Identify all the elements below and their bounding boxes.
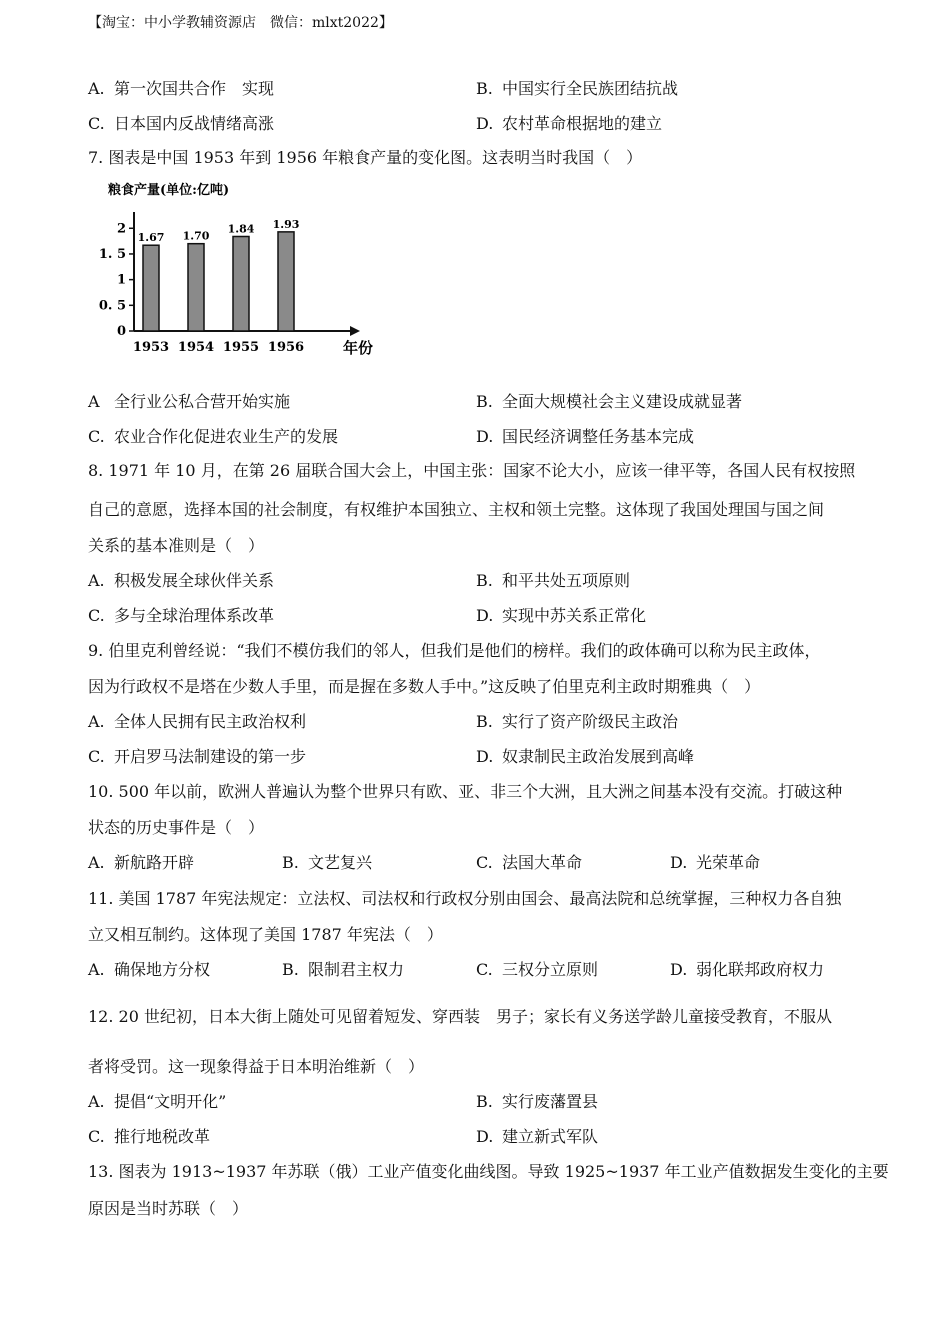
q8-stem-line-3: 关系的基本准则是（ ） <box>88 536 265 555</box>
q10-option-c[interactable]: C. 法国大革命 <box>476 853 583 872</box>
q6-option-a[interactable]: A. 第一次国共合作 实现 <box>88 79 275 98</box>
q11-stem-line-1: 11. 美国 1787 年宪法规定：立法权、司法权和行政权分别由国会、最高法院和总统掌握，三种权力各自独 <box>88 889 842 908</box>
x-tick-label: 1954 <box>177 340 215 355</box>
q11-stem-line-2: 立又相互制约。这体现了美国 1787 年宪法（ ） <box>88 925 443 944</box>
q7-option-a[interactable]: A 全行业公私合营开始实施 <box>88 392 291 411</box>
q8-option-a[interactable]: A. 积极发展全球伙伴关系 <box>88 571 275 590</box>
chart-title: 粮食产量(单位:亿吨) <box>108 183 230 198</box>
bar-value-label: 1.93 <box>272 217 300 231</box>
x-axis-arrow <box>350 326 360 336</box>
q8-option-c[interactable]: C. 多与全球治理体系改革 <box>88 606 275 625</box>
bar-value-label: 1.70 <box>182 229 210 243</box>
x-tick-label: 1955 <box>222 340 260 355</box>
q12-stem-line-1: 12. 20 世纪初，日本大街上随处可见留着短发、穿西装 男子；家长有义务送学龄儿童接受教育，不服从 <box>88 1007 832 1026</box>
q10-option-b[interactable]: B. 文艺复兴 <box>282 853 373 872</box>
q11-option-b[interactable]: B. 限制君主权力 <box>282 960 405 979</box>
q11-option-a[interactable]: A. 确保地方分权 <box>88 960 211 979</box>
q7-option-d[interactable]: D. 国民经济调整任务基本完成 <box>476 427 695 446</box>
bar <box>233 236 249 331</box>
grain-output-bar-chart <box>98 178 374 363</box>
q10-option-a[interactable]: A. 新航路开辟 <box>88 853 195 872</box>
q13-stem-line-2: 原因是当时苏联（ ） <box>88 1199 249 1218</box>
y-tick-label: 0 <box>116 324 126 339</box>
q7-option-c[interactable]: C. 农业合作化促进农业生产的发展 <box>88 427 339 446</box>
x-tick-label: 1953 <box>132 340 170 355</box>
q8-option-d[interactable]: D. 实现中苏关系正常化 <box>476 606 647 625</box>
bar <box>143 245 159 331</box>
q8-option-b[interactable]: B. 和平共处五项原则 <box>476 571 631 590</box>
q11-option-d[interactable]: D. 弱化联邦政府权力 <box>670 960 825 979</box>
bar-value-label: 1.84 <box>227 222 255 236</box>
q10-option-d[interactable]: D. 光荣革命 <box>670 853 761 872</box>
q6-option-b[interactable]: B. 中国实行全民族团结抗战 <box>476 79 679 98</box>
q7-stem: 7. 图表是中国 1953 年到 1956 年粮食产量的变化图。这表明当时我国（ ） <box>88 148 643 167</box>
y-tick-label: 0. 5 <box>98 298 126 314</box>
bar-value-label: 1.67 <box>137 231 165 245</box>
q9-option-c[interactable]: C. 开启罗马法制建设的第一步 <box>88 747 307 766</box>
page-header: 【淘宝：中小学教辅资源店 微信：mlxt2022】 <box>88 15 393 31</box>
bar <box>188 244 204 331</box>
q10-stem-line-1: 10. 500 年以前，欧洲人普遍认为整个世界只有欧、亚、非三个大洲，且大洲之间基本没有交流。打破这种 <box>88 782 843 801</box>
q6-option-d[interactable]: D. 农村革命根据地的建立 <box>476 114 663 133</box>
y-tick-label: 2 <box>116 221 126 237</box>
q12-option-a[interactable]: A. 提倡“文明开化” <box>88 1092 227 1111</box>
q12-stem-line-2: 者将受罚。这一现象得益于日本明治维新（ ） <box>88 1057 425 1076</box>
y-tick-label: 1 <box>116 272 126 288</box>
q13-stem-line-1: 13. 图表为 1913~1937 年苏联（俄）工业产值变化曲线图。导致 1925~1937 年工业产值数据发生变化的主要 <box>88 1162 889 1181</box>
q9-option-b[interactable]: B. 实行了资产阶级民主政治 <box>476 712 679 731</box>
q8-stem-line-1: 8. 1971 年 10 月，在第 26 届联合国大会上，中国主张：国家不论大小，应该一律平等，各国人民有权按照 <box>88 461 856 480</box>
q9-stem-line-2: 因为行政权不是塔在少数人手里，而是握在多数人手中。”这反映了伯里克利主政时期雅典（ ） <box>88 677 761 696</box>
q9-option-a[interactable]: A. 全体人民拥有民主政治权利 <box>88 712 307 731</box>
q10-stem-line-2: 状态的历史事件是（ ） <box>88 818 265 837</box>
q12-option-c[interactable]: C. 推行地税改革 <box>88 1127 211 1146</box>
q12-option-b[interactable]: B. 实行废藩置县 <box>476 1092 599 1111</box>
q8-stem-line-2: 自己的意愿，选择本国的社会制度，有权维护本国独立、主权和领土完整。这体现了我国处理国与国之间 <box>88 500 825 519</box>
x-axis-label: 年份 <box>343 339 374 357</box>
q12-option-d[interactable]: D. 建立新式军队 <box>476 1127 599 1146</box>
y-tick-label: 1. 5 <box>98 246 126 262</box>
q7-option-b[interactable]: B. 全面大规模社会主义建设成就显著 <box>476 392 743 411</box>
q9-option-d[interactable]: D. 奴隶制民主政治发展到高峰 <box>476 747 695 766</box>
q6-option-c[interactable]: C. 日本国内反战情绪高涨 <box>88 114 275 133</box>
x-tick-label: 1956 <box>267 340 305 355</box>
bar <box>278 232 294 331</box>
q9-stem-line-1: 9. 伯里克利曾经说：“我们不模仿我们的邻人，但我们是他们的榜样。我们的政体确可以称为民主政体， <box>88 641 821 660</box>
q11-option-c[interactable]: C. 三权分立原则 <box>476 960 599 979</box>
